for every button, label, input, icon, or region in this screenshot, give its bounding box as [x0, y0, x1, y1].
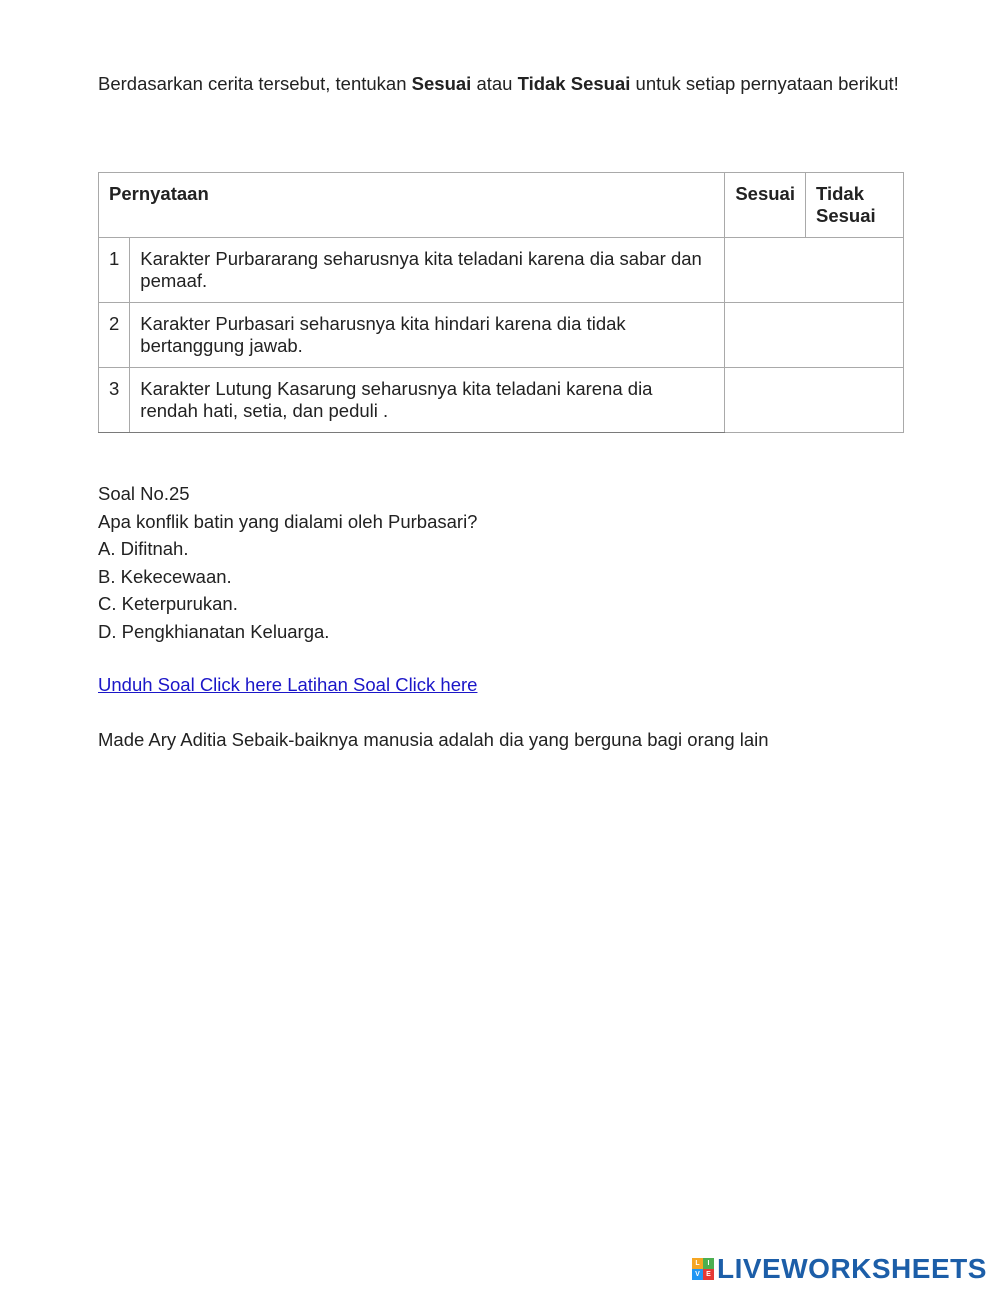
download-links: [98, 671, 477, 698]
question-block: [98, 480, 477, 645]
table-header-row: [99, 173, 904, 238]
row-number: 3: [99, 368, 130, 433]
question-prompt: Apa konflik batin yang dialami oleh Purbasari?: [98, 510, 478, 532]
question-label: Soal No.25: [98, 483, 190, 504]
logo-square: E: [703, 1269, 714, 1280]
statement-table: [98, 172, 904, 433]
answer-drop-zone[interactable]: [725, 368, 904, 433]
instructions-bold-sesuai: Sesuai: [411, 73, 472, 94]
row-statement: Karakter Purbasari seharusnya kita hindari karena dia tidak bertanggung jawab.: [130, 303, 725, 368]
header-sesuai: Sesuai: [725, 173, 806, 238]
table-row: [99, 368, 904, 433]
instructions-bold-tidak-sesuai: Tidak Sesuai: [517, 73, 631, 94]
logo-square: V: [692, 1269, 703, 1280]
answer-option: B. Kekecewaan.: [98, 565, 232, 587]
author-note: Made Ary Aditia Sebaik-baiknya manusia adalah dia yang berguna bagi orang lain: [98, 729, 769, 750]
row-statement: Karakter Lutung Kasarung seharusnya kita teladani karena dia rendah hati, setia, dan peduli .: [130, 368, 725, 433]
table-row: [99, 238, 904, 303]
instructions: [98, 70, 904, 97]
answer-drop-zone[interactable]: [725, 238, 904, 303]
download-link[interactable]: Unduh Soal Click here Latihan Soal Click here: [98, 674, 478, 695]
header-statement: Pernyataan: [99, 173, 725, 238]
liveworksheets-logo-icon: [692, 1258, 714, 1280]
header-tidak-sesuai: Tidak Sesuai: [806, 173, 904, 238]
table-row: [99, 303, 904, 368]
liveworksheets-wordmark: LIVEWORKSHEETS: [717, 1253, 987, 1284]
answer-option: A. Difitnah.: [98, 538, 189, 559]
liveworksheets-logo: [692, 1254, 987, 1284]
instructions-middle: atau: [471, 73, 518, 94]
row-statement: Karakter Purbararang seharusnya kita teladani karena dia sabar dan pemaaf.: [130, 238, 725, 303]
answer-option: C. Keterpurukan.: [98, 593, 238, 614]
instructions-suffix: untuk setiap pernyataan berikut!: [630, 73, 899, 94]
row-number: 2: [99, 303, 130, 368]
instructions-prefix: Berdasarkan cerita tersebut, tentukan: [98, 73, 412, 94]
answer-option: D. Pengkhianatan Keluarga.: [98, 620, 330, 642]
logo-square: L: [692, 1258, 703, 1269]
logo-square: I: [703, 1258, 714, 1269]
answer-drop-zone[interactable]: [725, 303, 904, 368]
worksheet-page: [98, 70, 904, 750]
row-number: 1: [99, 238, 130, 303]
